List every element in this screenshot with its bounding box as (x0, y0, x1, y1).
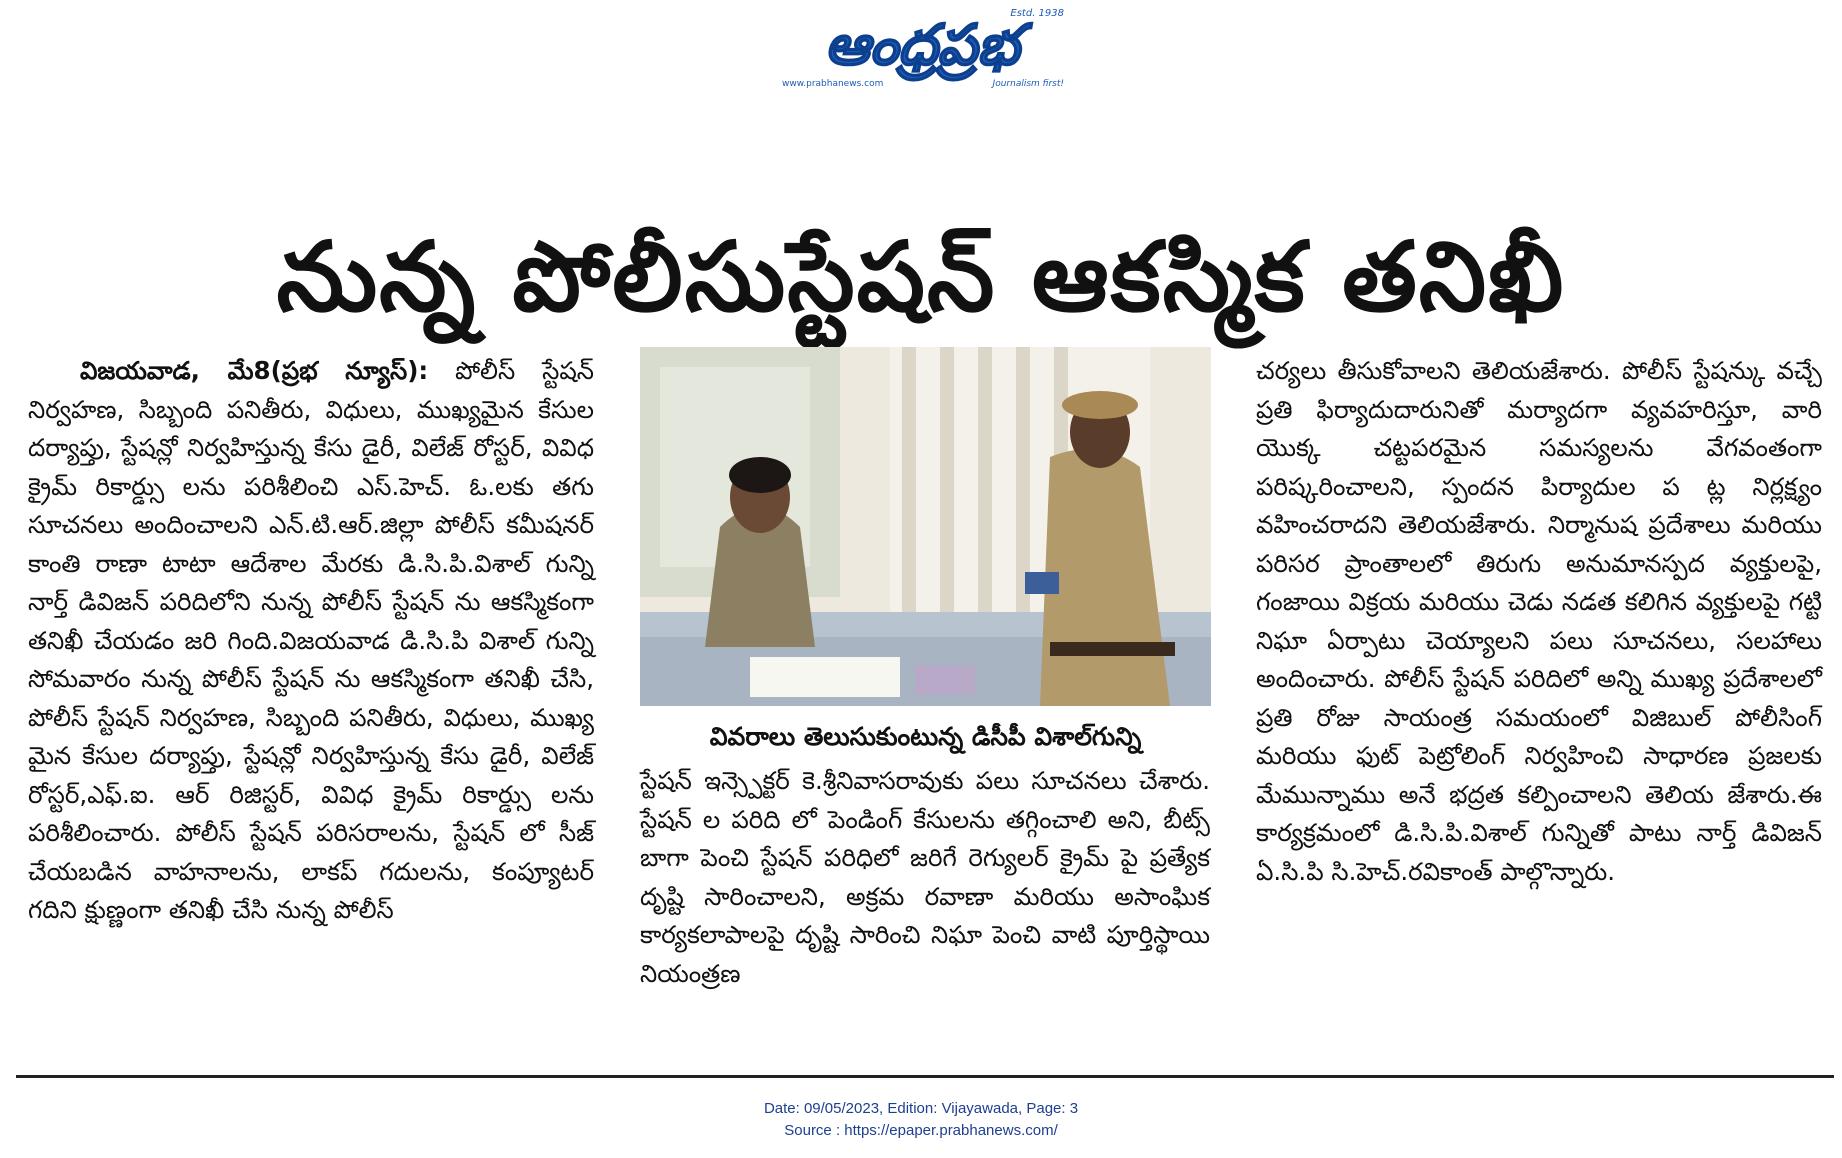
article-column-2: స్టేషన్ ఇన్స్పెక్టర్ కె.శ్రీనివాసరావుకు పలు సూచనలు చేశారు. స్టేషన్ ల పరిది లో పెండింగ్ కేసులను తగ్గించాలి అని, బీట్స్ బాగా పెంచి స్టేషన్ పరిధిలో జరిగే రెగ్యులర్ క్రైమ్ పై ప్రత్యేక దృష్టి సారించాలని, అక్రమ రవాణా మరియు అసాంఘిక కార్యకలాపాలపై దృష్టి సారించి నిఘా పెంచి వాటి పూర్తిస్థాయి నియంత్రణ (640, 766, 1210, 988)
masthead-tagline: Journalism first! (992, 79, 1064, 89)
footer-divider (16, 1075, 1834, 1078)
masthead-logo (772, 4, 1072, 92)
article-headline: నున్న పోలీసుస్టేషన్ ఆకస్మిక తనిఖీ (276, 221, 1566, 334)
photo-caption: వివరాలు తెలుసుకుంటున్న డిసీపీ విశాల్‌గున్ని (709, 722, 1142, 751)
article-photo (640, 347, 1211, 706)
article-dateline: విజయవాడ, మే8(ప్రభ న్యూస్): (80, 356, 429, 385)
footer-edition-info: Date: 09/05/2023, Edition: Vijayawada, Page: 3 (763, 1100, 1079, 1117)
masthead-name: ఆంధ్రప్రభ (824, 13, 1020, 78)
article-column-1 (28, 352, 594, 1052)
page-footer (0, 1098, 1842, 1142)
masthead-website: www.prabhanews.com (782, 79, 884, 89)
article-column-3: చర్యలు తీసుకోవాలని తెలియజేశారు. పోలీస్ స్టేషన్కు వచ్చే ప్రతి ఫిర్యాదుదారునితో మర్యాదగా వ్యవహరిస్తూ, వారి యొక్క చట్టపరమైన సమస్యలను వేగవంతంగా పరిష్కరించాలని, స్పందన పిర్యాదుల ప ట్ల నిర్లక్ష్యం వహించరాదని తెలియజేశారు. నిర్మానుష ప్రదేశాలు మరియు పరిసర ప్రాంతాలలో తిరుగు అనుమానస్పద వ్యక్తులపై, గంజాయి విక్రయ మరియు చెడు నడత కలిగిన వ్యక్తులపై గట్టి నిఘా ఏర్పాటు చెయ్యాలని పలు సూచనలు, సలహాలు అందించారు. పోలీస్ స్టేషన్ పరిదిలో అన్ని ముఖ్య ప్రదేశాలలో ప్రతి రోజు సాయంత్ర సమయంలో విజిబుల్ పోలీసింగ్ మరియు ఫుట్ పెట్రోలింగ్ నిర్వహించి సాధారణ ప్రజలకు మేమున్నాము అనే భద్రత కల్పించాలని తెలియ జేశారు.ఈ కార్యక్రమంలో డి.సి.పి.విశాల్ గున్నితో పాటు నార్త్ డివిజన్ ఏ.సి.పి సి.హెచ్.రవికాంత్ పాల్గొన్నారు. (1256, 356, 1822, 886)
masthead-estd: Estd. 1938 (1010, 8, 1064, 19)
article-column-1-body: పోలీస్ స్టేషన్ నిర్వహణ, సిబ్బంది పనితీరు, విధులు, ముఖ్యమైన కేసుల దర్యాప్తు, స్టేషన్లో నిర్వహిస్తున్న కేసు డైరీ, విలేజ్ రోస్టర్, వివిధ క్రైమ్ రికార్డ్సు లను పరిశీలించి ఎస్.హెచ్. ఓ.లకు తగు సూచనలు అందించాలని ఎన్.టి.ఆర్.జిల్లా పోలీస్ కమీషనర్ కాంతి రాణా టాటా ఆదేశాల మేరకు డి.సి.పి.విశాల్ గున్ని నార్త్ డివిజన్ పరిదిలోని నున్న పోలీస్ స్టేషన్ ను ఆకస్మికంగా తనిఖీ చేయడం జరి గింది.విజయవాడ డి.సి.పి విశాల్ గున్ని సోమవారం నున్న పోలీస్ స్టేషన్ ను ఆకస్మికంగా తనిఖీ చేసి, పోలీస్ స్టేషన్ నిర్వహణ, సిబ్బంది పనితీరు, విధులు, ముఖ్య మైన కేసుల దర్యాప్తు, స్టేషన్లో నిర్వహిస్తున్న కేసు డైరీ, విలేజ్ రోస్టర్,ఎఫ్.ఐ. ఆర్ రిజిస్టర్, వివిధ క్రైమ్ రికార్డ్సు లను పరిశీలించారు. పోలీస్ స్టేషన్ పరిసరాలను, స్టేషన్ లో సీజ్ చేయబడిన వాహనాలను, లాకప్ గదులను, కంప్యూటర్ గదిని క్షుణ్ణంగా తనిఖీ చేసి నున్న పోలీస్ (28, 356, 594, 924)
footer-source: Source : https://epaper.prabhanews.com/ (784, 1122, 1058, 1139)
